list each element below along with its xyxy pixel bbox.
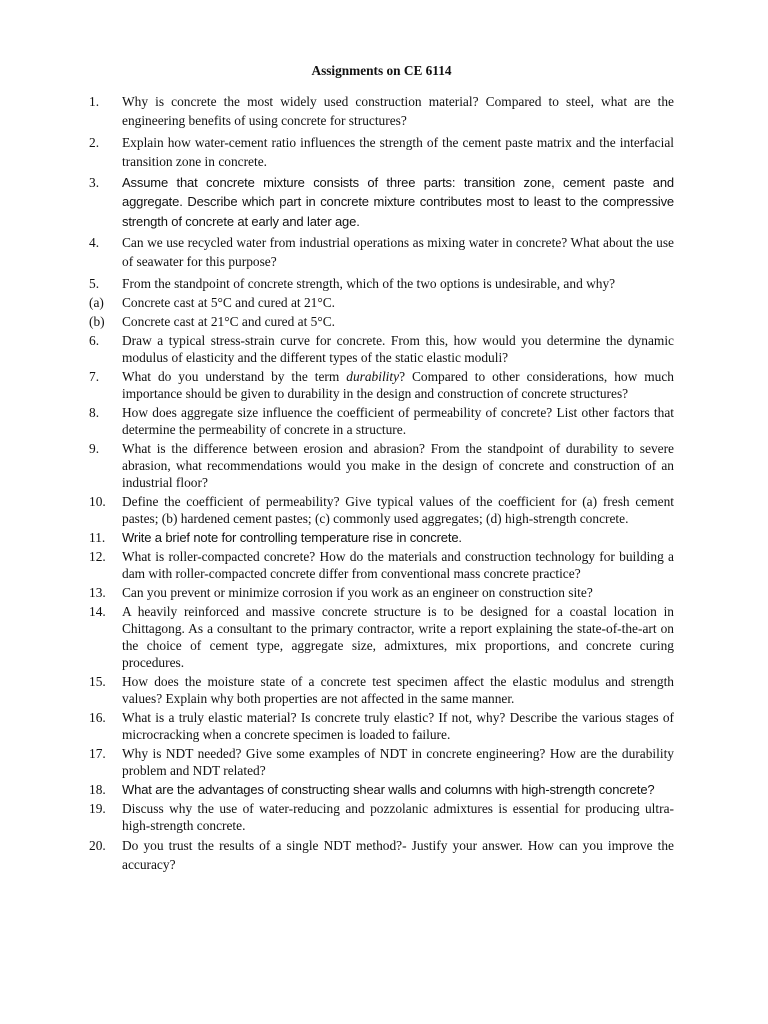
item-number: 18. bbox=[89, 781, 106, 797]
item-text: Concrete cast at 21°C and cured at 5°C. bbox=[122, 314, 335, 330]
item-number: 15. bbox=[89, 673, 106, 689]
item-number: 19. bbox=[89, 800, 106, 816]
list-item bbox=[89, 603, 674, 671]
item-number: 17. bbox=[89, 745, 106, 761]
item-text: Assume that concrete mixture consists of three parts: transition zone, cement paste and aggregate. Describe which part in concrete mixture contributes most to least to the compressive strength of concrete at early and later age. bbox=[122, 175, 674, 229]
list-item bbox=[89, 293, 674, 312]
item-number: 9. bbox=[89, 440, 100, 456]
item-text: From the standpoint of concrete strength, which of the two options is undesirable, and why? bbox=[122, 275, 616, 291]
list-item bbox=[89, 332, 674, 366]
item-text-part: ? Compared to other considerations, how much importance should be given to durability in the design and construction of concrete structures? bbox=[122, 368, 675, 401]
item-number: 1. bbox=[89, 94, 100, 109]
item-text bbox=[122, 368, 674, 402]
item-number: 20. bbox=[89, 837, 106, 853]
item-number: 2. bbox=[89, 134, 100, 150]
item-text: How does the moisture state of a concrete test specimen affect the elastic modulus and strength values? Explain why both properties are not affected in the same manner. bbox=[122, 673, 674, 706]
item-text: Write a brief note for controlling temperature rise in concrete. bbox=[122, 529, 462, 545]
list-item bbox=[89, 493, 674, 527]
item-text: How does aggregate size influence the coefficient of permeability of concrete? List other factors that determine the permeability of concrete in a structure. bbox=[122, 404, 674, 437]
item-text-part: What do you understand by the term bbox=[122, 368, 347, 384]
list-item bbox=[89, 368, 674, 402]
item-text: A heavily reinforced and massive concrete structure is to be designed for a coastal location in Chittagong. As a consultant to the primary contractor, write a report explaining the state-of-the-art on the choice of cement type, aggregate size, admixtures, mix proportions, and concrete curing procedures. bbox=[122, 603, 674, 670]
item-text: Why is concrete the most widely used construction material? Compared to steel, what are the engineering benefits of using concrete for structures? bbox=[122, 94, 674, 129]
item-text: Draw a typical stress-strain curve for concrete. From this, how would you determine the dynamic modulus of elasticity and the different types of the static elastic moduli? bbox=[122, 332, 674, 365]
item-number: (b) bbox=[89, 314, 105, 330]
item-text-emphasis: durability bbox=[346, 368, 400, 384]
item-number: 12. bbox=[89, 548, 106, 564]
item-number: 7. bbox=[89, 368, 100, 384]
item-text: Can we use recycled water from industrial operations as mixing water in concrete? What about the use of seawater for this purpose? bbox=[122, 235, 674, 270]
item-text: Define the coefficient of permeability? Give typical values of the coefficient for (a) fresh cement pastes; (b) hardened cement pastes; (c) commonly used aggregates; (d) high-strength concrete. bbox=[122, 493, 674, 526]
item-text: Discuss why the use of water-reducing and pozzolanic admixtures is essential for producing ultra-high-strength concrete. bbox=[122, 800, 674, 833]
item-text: What is a truly elastic material? Is concrete truly elastic? If not, why? Describe the various stages of microcracking when a concrete specimen is loaded to failure. bbox=[122, 709, 674, 742]
list-item bbox=[89, 584, 674, 601]
assignment-list bbox=[89, 92, 674, 874]
item-text: What are the advantages of constructing shear walls and columns with high-strength concrete? bbox=[122, 781, 655, 797]
list-item bbox=[89, 800, 674, 834]
item-number: (a) bbox=[89, 294, 104, 310]
page-title: Assignments on CE 6114 bbox=[311, 63, 452, 78]
item-number: 13. bbox=[89, 584, 106, 600]
item-text: Concrete cast at 5°C and cured at 21°C. bbox=[122, 294, 335, 310]
item-number: 10. bbox=[89, 493, 106, 509]
list-item bbox=[89, 548, 674, 582]
item-number: 16. bbox=[89, 709, 106, 725]
list-item bbox=[89, 781, 674, 798]
item-text: What is roller-compacted concrete? How do the materials and construction technology for building a dam with roller-compacted concrete differ from conventional mass concrete practice? bbox=[122, 548, 674, 581]
list-item bbox=[89, 133, 674, 172]
item-text: What is the difference between erosion and abrasion? From the standpoint of durability to severe abrasion, what recommendations would you make in the design of concrete and construction of an industrial floor? bbox=[122, 440, 674, 490]
item-number: 8. bbox=[89, 404, 100, 420]
item-number: 3. bbox=[89, 175, 100, 191]
item-number: 4. bbox=[89, 235, 100, 251]
list-item bbox=[89, 404, 674, 438]
item-number: 11. bbox=[89, 529, 106, 545]
item-text: Can you prevent or minimize corrosion if you work as an engineer on construction site? bbox=[122, 584, 593, 600]
list-item bbox=[89, 709, 674, 743]
item-text: Explain how water-cement ratio influences the strength of the cement paste matrix and the interfacial transition zone in concrete. bbox=[122, 134, 674, 169]
list-item bbox=[89, 673, 674, 707]
item-text: Do you trust the results of a single NDT method?- Justify your answer. How can you improve the accuracy? bbox=[122, 837, 674, 872]
list-item bbox=[89, 745, 674, 779]
list-item bbox=[89, 440, 674, 491]
list-item bbox=[89, 233, 674, 272]
item-number: 5. bbox=[89, 275, 100, 291]
list-item bbox=[89, 274, 674, 293]
list-item bbox=[89, 529, 674, 546]
list-item bbox=[89, 312, 674, 331]
list-item bbox=[89, 92, 674, 131]
item-text: Why is NDT needed? Give some examples of NDT in concrete engineering? How are the durability problem and NDT related? bbox=[122, 745, 674, 778]
item-number: 14. bbox=[89, 603, 106, 619]
item-number: 6. bbox=[89, 332, 100, 348]
list-item bbox=[89, 836, 674, 875]
list-item bbox=[89, 173, 674, 231]
